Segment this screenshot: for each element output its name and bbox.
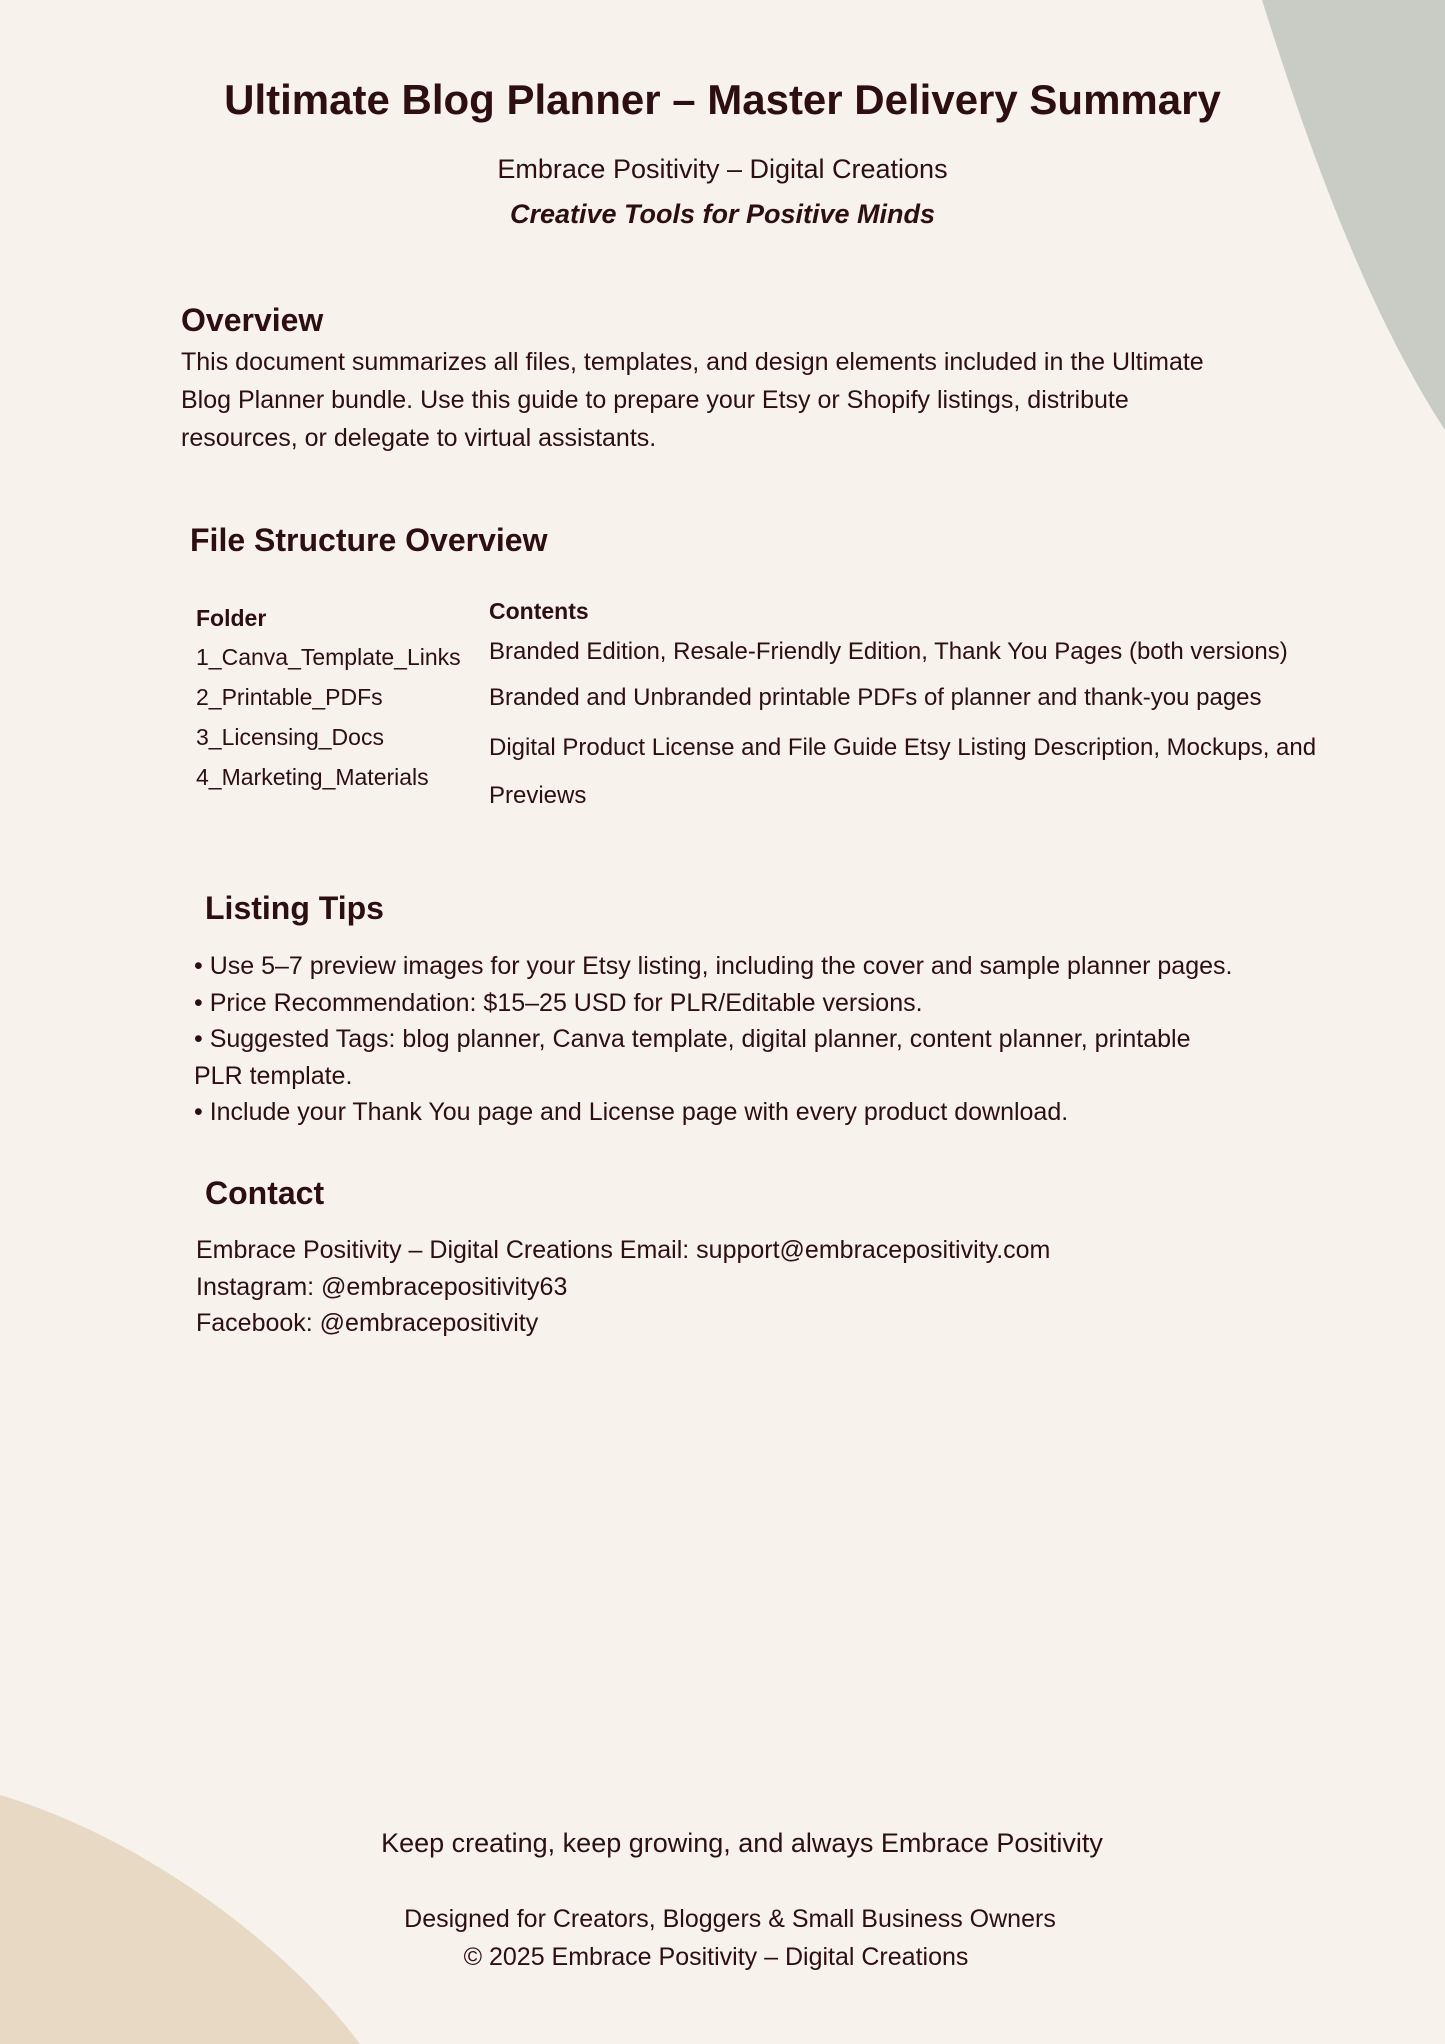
overview-line: resources, or delegate to virtual assistants. bbox=[181, 424, 657, 452]
contact-line: Instagram: @embracepositivity63 bbox=[196, 1272, 568, 1301]
tip-line: • Suggested Tags: blog planner, Canva template, digital planner, content planner, printable bbox=[194, 1025, 1191, 1053]
folder-cell: 1_Canva_Template_Links bbox=[196, 644, 461, 670]
contents-cell: Branded Edition, Resale-Friendly Edition, Thank You Pages (both versions) bbox=[489, 638, 1288, 665]
tagline: Creative Tools for Positive Minds bbox=[509, 199, 936, 229]
overview-text bbox=[181, 343, 1204, 457]
listing-tips-list bbox=[194, 948, 1232, 1131]
folder-cell: 4_Marketing_Materials bbox=[196, 764, 429, 790]
footer-copyright: © 2025 Embrace Positivity – Digital Creations bbox=[463, 1943, 969, 1971]
overview-line: This document summarizes all files, templates, and design elements included in the Ultimate bbox=[181, 348, 1204, 376]
contact-line: Facebook: @embracepositivity bbox=[196, 1309, 539, 1337]
footer-designed-for: Designed for Creators, Bloggers & Small Business Owners bbox=[404, 1905, 1056, 1933]
contact-info bbox=[196, 1232, 1050, 1342]
file-structure-heading: File Structure Overview bbox=[190, 522, 548, 558]
contents-cell: Digital Product License and File Guide Etsy Listing Description, Mockups, and bbox=[489, 734, 1317, 761]
contents-cell: Branded and Unbranded printable PDFs of planner and thank-you pages bbox=[489, 684, 1262, 711]
listing-tips-heading: Listing Tips bbox=[205, 890, 384, 926]
contents-column-header: Contents bbox=[489, 598, 589, 624]
folder-cell: 2_Printable_PDFs bbox=[196, 684, 383, 710]
subtitle: Embrace Positivity – Digital Creations bbox=[497, 154, 948, 184]
tip-line: • Include your Thank You page and License page with every product download. bbox=[194, 1098, 1069, 1126]
footer-motto: Keep creating, keep growing, and always Embrace Positivity bbox=[381, 1828, 1103, 1858]
contents-cell: Previews bbox=[489, 782, 587, 809]
tip-line: • Use 5–7 preview images for your Etsy listing, including the cover and sample planner pages. bbox=[194, 952, 1233, 980]
overview-line: Blog Planner bundle. Use this guide to prepare your Etsy or Shopify listings, distribute bbox=[181, 386, 1129, 414]
contact-heading: Contact bbox=[205, 1175, 325, 1211]
overview-heading: Overview bbox=[181, 302, 324, 338]
page-title: Ultimate Blog Planner – Master Delivery Summary bbox=[224, 76, 1221, 123]
contact-line: Embrace Positivity – Digital Creations Email: support@embracepositivity.com bbox=[196, 1236, 1051, 1264]
folder-column-header: Folder bbox=[196, 605, 267, 631]
tip-line: • Price Recommendation: $15–25 USD for PLR/Editable versions. bbox=[194, 988, 923, 1017]
folder-cell: 3_Licensing_Docs bbox=[196, 724, 384, 750]
tip-line: PLR template. bbox=[194, 1061, 353, 1090]
